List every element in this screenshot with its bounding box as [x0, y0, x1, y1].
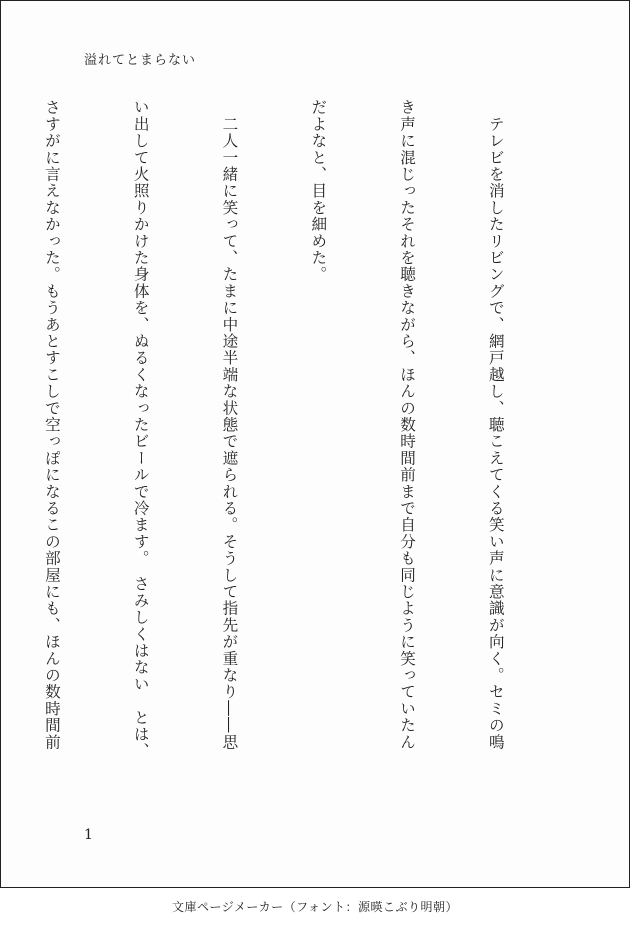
text-column: き声に混じったそれを聴きながら、ほんの数時間前まで自分も同じように笑っていたん: [398, 99, 417, 751]
text-column: い出して火照りかけた身体を、ぬるくなったビールで冷ます。 さみしくはない とは、: [131, 99, 150, 760]
page-number: 1: [84, 827, 93, 843]
text-column: さすがに言えなかった。もうあとすこしで空っぽになるこの部屋にも、ほんの数時間前: [42, 99, 61, 751]
vertical-body-text: [0, 99, 569, 799]
text-column: 二人一緒に笑って、たまに中途半端な状態で遮られる。そうして指先が重なり――思: [220, 99, 239, 751]
footer-credit: 文庫ページメーカー（フォント：源暎こぶり明朝）: [171, 900, 459, 914]
running-head-title: 溢れてとまらない: [84, 53, 197, 68]
text-column: だよなと、目を細めた。: [309, 99, 328, 283]
text-column: テレビを消したリビングで、網戸越し、聴こえてくる笑い声に意識が向く。セミの鳴: [486, 99, 505, 751]
